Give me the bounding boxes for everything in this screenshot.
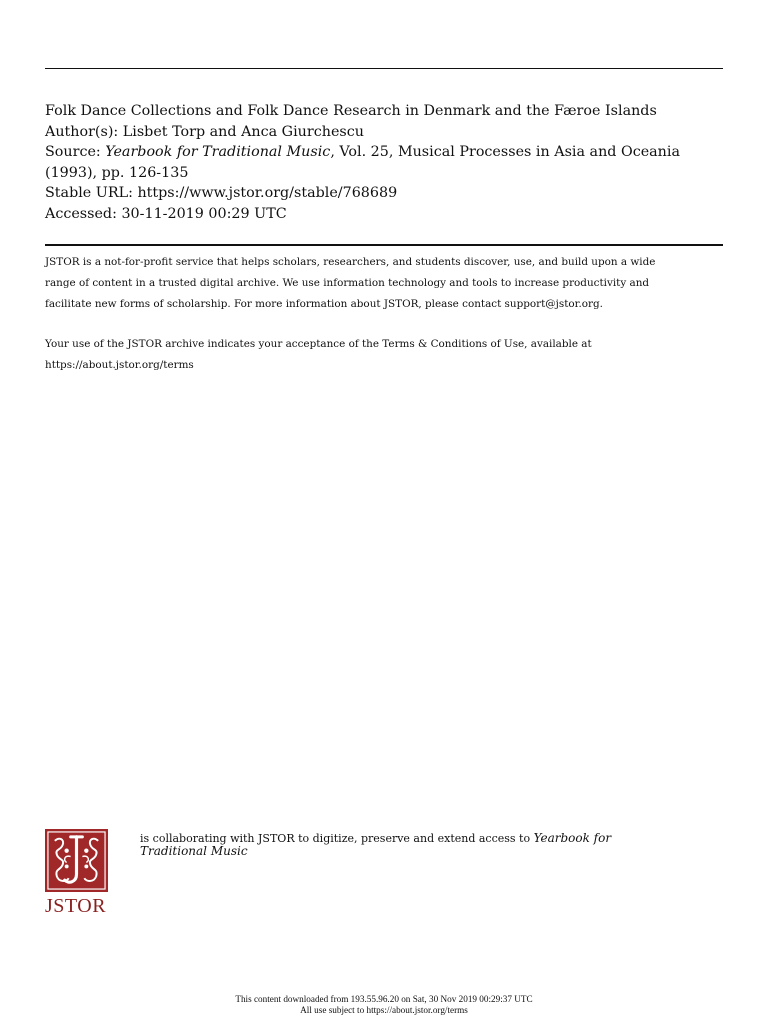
- citation-block: [45, 101, 735, 225]
- jstor-description: [45, 252, 735, 315]
- collaboration-journal-cont: Traditional Music: [140, 844, 248, 858]
- jstor-logo-icon: [45, 829, 108, 892]
- terms-link[interactable]: https://about.jstor.org/terms: [45, 359, 194, 371]
- collaboration-text: is collaborating with JSTOR to digitize, preserve and extend access to: [140, 832, 534, 845]
- article-authors: Author(s): Lisbet Torp and Anca Giurchescu: [45, 123, 364, 140]
- source-journal: Yearbook for Traditional Music: [105, 144, 331, 161]
- stable-url-link[interactable]: Stable URL: https://www.jstor.org/stable/768689: [45, 185, 398, 202]
- footer-terms-link[interactable]: All use subject to https://about.jstor.org/terms: [300, 1005, 468, 1015]
- description-line[interactable]: facilitate new forms of scholarship. For more information about JSTOR, please contact support@jstor.org.: [45, 298, 603, 310]
- article-title: Folk Dance Collections and Folk Dance Research in Denmark and the Færoe Islands: [45, 103, 657, 119]
- description-line: JSTOR is a not-for-profit service that helps scholars, researchers, and students discover, use, and build upon a wide: [45, 256, 656, 268]
- source-prefix: Source:: [45, 144, 106, 161]
- article-source: [45, 142, 735, 163]
- accessed-date: Accessed: 30-11-2019 00:29 UTC: [45, 205, 287, 222]
- terms-line: Your use of the JSTOR archive indicates your acceptance of the Terms & Conditions of Use, available at: [45, 338, 592, 350]
- jstor-wordmark: JSTOR: [45, 895, 107, 917]
- description-line: range of content in a trusted digital archive. We use information technology and tools to increase productivity and: [45, 277, 650, 289]
- collaboration-journal: Yearbook for: [533, 831, 612, 845]
- collaboration-statement: [140, 832, 740, 858]
- jstor-logo[interactable]: [45, 829, 109, 920]
- article-source-pages: (1993), pp. 126-135: [45, 164, 189, 181]
- top-divider: [45, 68, 723, 69]
- source-details: , Vol. 25, Musical Processes in Asia and Oceania: [330, 144, 680, 161]
- section-divider: [45, 244, 723, 246]
- footer-download-info: This content downloaded from 193.55.96.20 on Sat, 30 Nov 2019 00:29:37 UTC: [235, 994, 533, 1004]
- download-footer: [0, 994, 768, 1016]
- terms-notice: [45, 334, 735, 376]
